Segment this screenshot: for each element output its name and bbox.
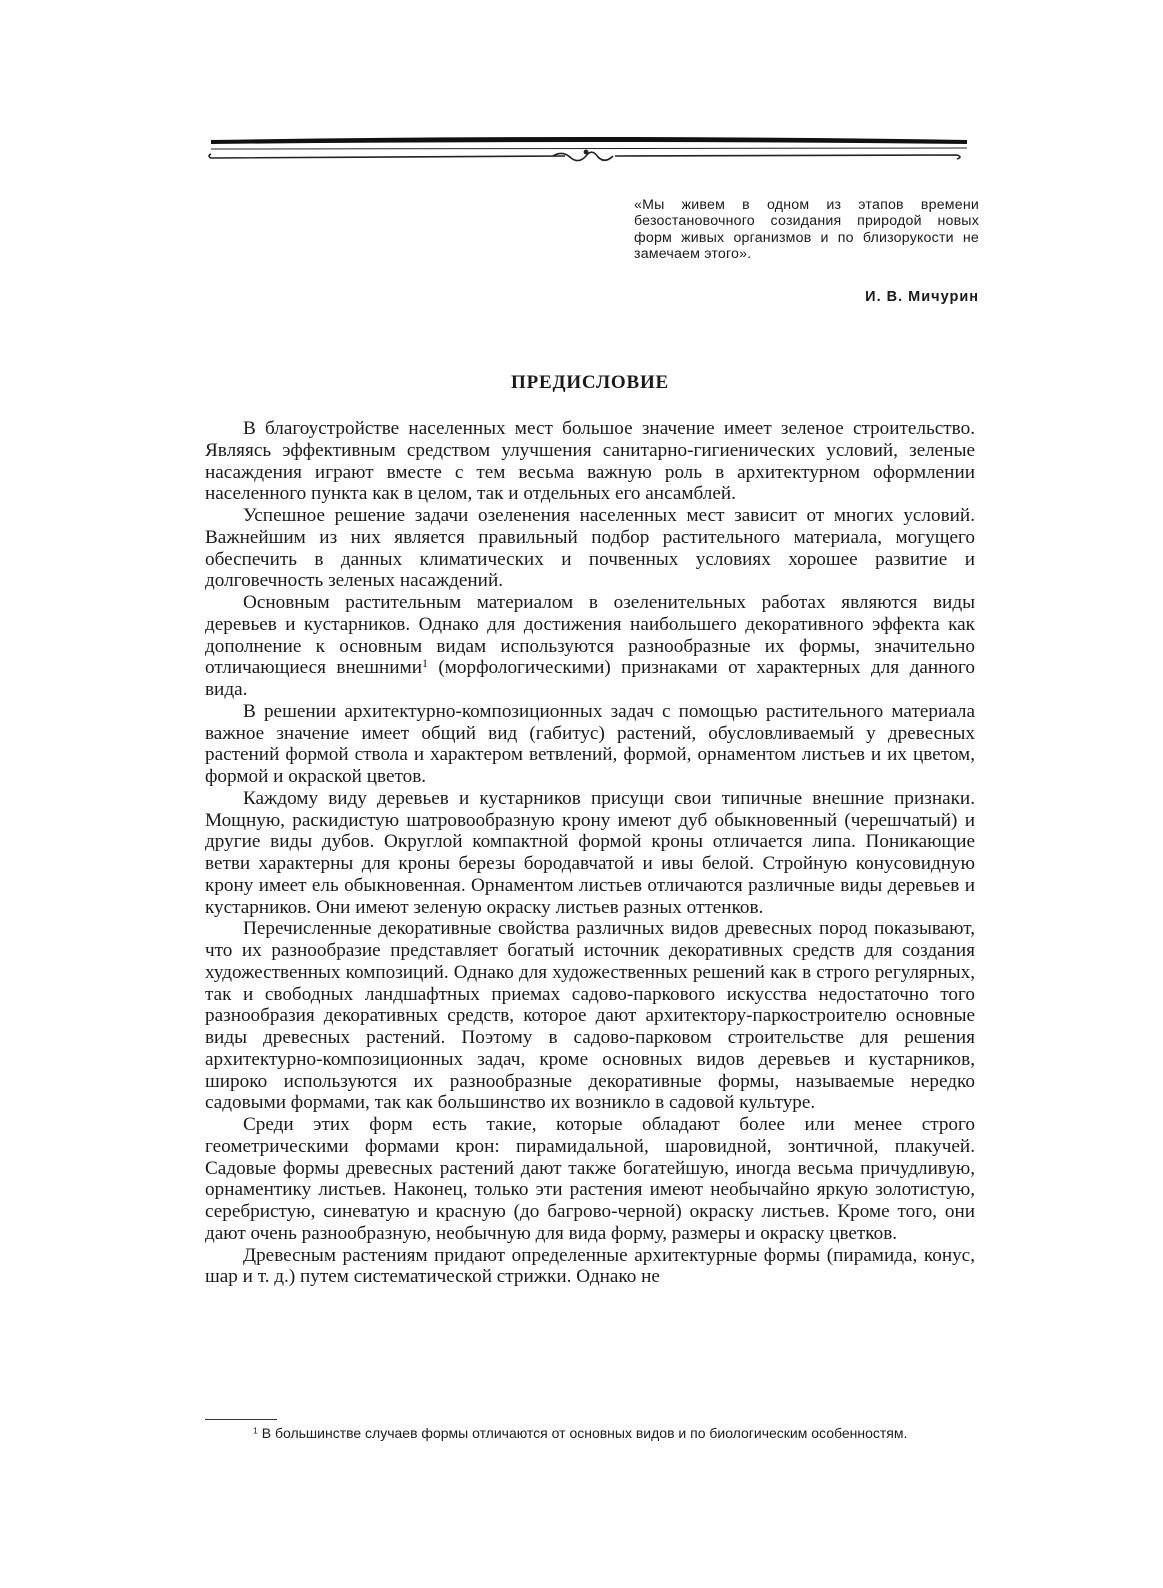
paragraph-4: В решении архитектурно-композиционных задач с помощью растительного материала важное значение имеет общий вид (габитус) растений, обусловливаемый у древесных растений формой ствола и характером ветвлений, формой, орнаментом листьев и их цветом, формой и окраской цветов.	[205, 700, 975, 787]
footnote-rule	[205, 1419, 277, 1420]
epigraph-author: И. В. Мичурин	[865, 289, 979, 305]
paragraph-5: Каждому виду деревьев и кустарников присущи свои типичные внешние признаки. Мощную, раскидистую шатровообразную крону имеют дуб обыкновенный (черешчатый) и другие виды дубов. Округлой компактной формой кроны отличается липа. Поникающие ветви характерны для кроны березы бородавчатой и ивы белой. Стройную конусовидную крону имеет ель обыкновенная. Орнаментом листьев отличаются различные виды деревьев и кустарников. Они имеют зеленую окраску листьев разных оттенков.	[205, 787, 975, 918]
footnote-reference: 1	[421, 656, 428, 671]
footnote	[205, 1424, 975, 1442]
paragraph-6: Перечисленные декоративные свойства различных видов древесных пород показывают, что их разнообразие представляет богатый источник декоративных средств для создания художественных композиций. Однако для художественных решений как в строго регулярных, так и свободных ландшафтных приемах садово-паркового искусства недостаточно того разнообразия декоративных средств, которое дают архитектору-паркостроителю основные виды древесных растений. Поэтому в садово-парковом строительстве для решения архитектурно-композиционных задач, кроме основных видов деревьев и кустарников, широко используются их разнообразные декоративные формы, называемые нередко садовыми формами, так как большинство их возникло в садовой культуре.	[205, 918, 975, 1114]
epigraph-quote: «Мы живем в одном из этапов времени безостановочного созидания природой новых форм живых организмов и по близорукости не замечаем этого».	[634, 197, 979, 263]
paragraph-8: Древесным растениям придают определенные архитектурные формы (пирамида, конус, шар и т. д.) путем систематической стрижки. Однако не	[205, 1244, 975, 1288]
paragraph-1: В благоустройстве населенных мест большое значение имеет зеленое строительство. Являясь эффективным средством улучшения санитарно-гигиенических условий, зеленые насаждения играют вместе с тем весьма важную роль в архитектурном оформлении населенного пункта как в целом, так и отдельных его ансамблей.	[205, 418, 975, 505]
header-ornament-rule	[205, 128, 975, 174]
paragraph-7: Среди этих форм есть такие, которые обладают более или менее строго геометрическими формами крон: пирамидальной, шаровидной, зонтичной, плакучей. Садовые формы древесных растений дают также богатейшую, иногда весьма причудливую, орнаментику листьев. Наконец, только эти растения имеют необычайно яркую золотистую, серебристую, синеватую и красную (до багрово-черной) окраску листьев. Кроме того, они дают очень разнообразную, необычную для вида форму, размеры и окраску цветков.	[205, 1114, 975, 1244]
epigraph	[634, 197, 979, 263]
paragraph-3-text: Основным растительным материалом в озеленительных работах являются виды деревьев и кустарников. Однако для достижения наибольшего декоративного эффекта как дополнение к основным видам используются разнообразные их формы, значительно отличающиеся внешними	[205, 592, 975, 679]
paragraph-3	[205, 592, 975, 701]
page-title: ПРЕДИСЛОВИЕ	[510, 372, 670, 393]
paragraph-3-text-end: (морфологическими) признаками от характерных для данного вида.	[205, 657, 975, 700]
footnote-mark: 1	[253, 1425, 258, 1436]
footnote-text: В большинстве случаев формы отличаются от основных видов и по биологическим особенностям.	[257, 1425, 908, 1441]
body-text	[205, 418, 975, 1288]
paragraph-2: Успешное решение задачи озеленения населенных мест зависит от многих условий. Важнейшим из них является правильный подбор растительного материала, могущего обеспечить в данных климатических и почвенных условиях хорошее развитие и долговечность зеленых насаждений.	[205, 505, 975, 592]
